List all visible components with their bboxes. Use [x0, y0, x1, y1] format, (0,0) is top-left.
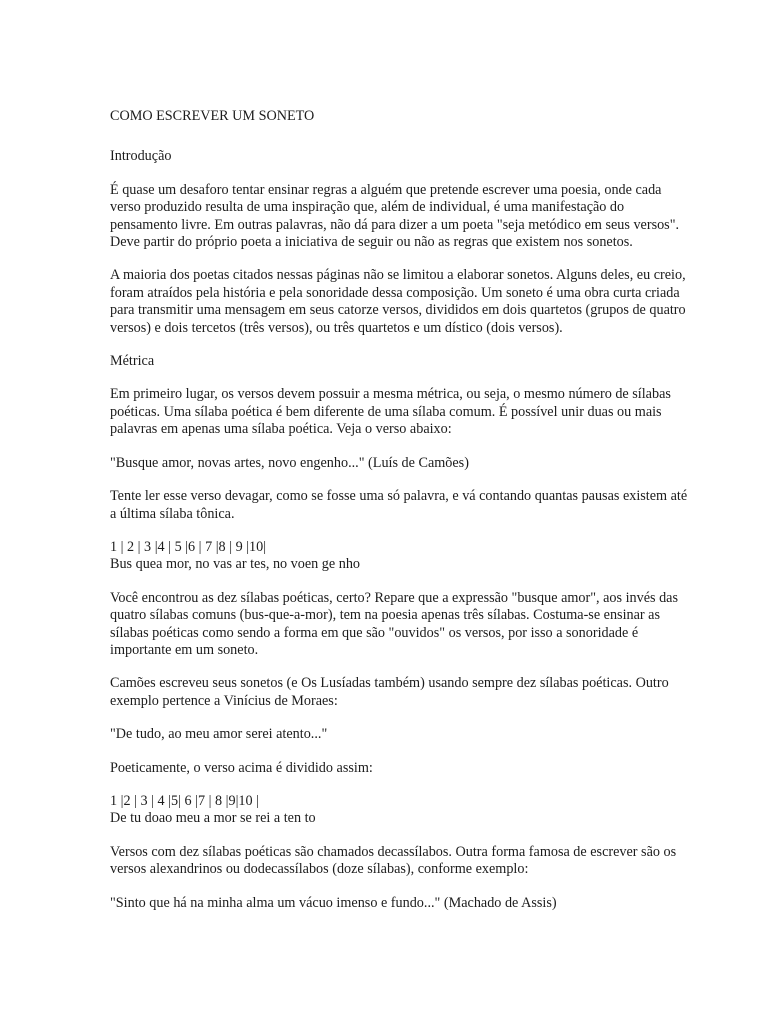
- paragraph: Você encontrou as dez sílabas poéticas, certo? Repare que a expressão "busque amor", aos invés das quatro sílabas comuns (bus-que-a-mor), tem na poesia apenas três sílabas. Costuma-se ensinar as sílabas poéticas como sendo a forma em que são "ouvidos" os versos, por isso a sonoridade é importante em um soneto.: [110, 589, 678, 658]
- syllable-scansion: 1 | 2 | 3 |4 | 5 |6 | 7 |8 | 9 |10| Bus quea mor, no vas ar tes, no voen ge nho: [110, 538, 361, 573]
- document-title: COMO ESCREVER UM SONETO: [110, 108, 315, 124]
- paragraph: Em primeiro lugar, os versos devem possuir a mesma métrica, ou seja, o mesmo número de sílabas poéticas. Uma sílaba poética é bem diferente de uma sílaba comum. É possível unir duas ou mais palavras em apenas uma sílaba poética. Veja o verso abaixo:: [110, 386, 671, 438]
- paragraph: Poeticamente, o verso acima é dividido assim:: [110, 759, 373, 776]
- document-body: [110, 108, 695, 928]
- paragraph: Camões escreveu seus sonetos (e Os Lusíadas também) usando sempre dez sílabas poéticas. Outro exemplo pertence a Vinícius de Moraes:: [110, 675, 669, 709]
- paragraph: É quase um desaforo tentar ensinar regras a alguém que pretende escrever uma poesia, onde cada verso produzido resulta de uma inspiração que, além de individual, é uma manifestação do pensamento livre. Em outras palavras, não dá para dizer a um poeta "seja metódico em seus versos". Deve partir do próprio poeta a iniciativa de seguir ou não as regras que existem nos sonetos.: [110, 181, 680, 251]
- section-heading-metrica: Métrica: [110, 353, 155, 370]
- section-heading-introducao: Introdução: [110, 148, 172, 165]
- paragraph: A maioria dos poetas citados nessas páginas não se limitou a elaborar sonetos. Alguns deles, eu creio, foram atraídos pela história e pela sonoridade dessa composição. Um soneto é uma obra curta criada para transmitir uma mensagem em seus catorze versos, divididos em dois quartetos (grupos de quatro versos) e dois tercetos (três versos), ou três quartetos e um dístico (dois versos).: [110, 267, 686, 336]
- verse-quote: "Busque amor, novas artes, novo engenho..." (Luís de Camões): [110, 454, 469, 471]
- verse-quote: "Sinto que há na minha alma um vácuo imenso e fundo..." (Machado de Assis): [110, 894, 557, 911]
- verse-quote: "De tudo, ao meu amor serei atento...": [110, 726, 328, 743]
- paragraph: Versos com dez sílabas poéticas são chamados decassílabos. Outra forma famosa de escrever são os versos alexandrinos ou dodecassílabos (doze sílabas), conforme exemplo:: [110, 843, 677, 878]
- paragraph: Tente ler esse verso devagar, como se fosse uma só palavra, e vá contando quantas pausas existem até a última sílaba tônica.: [110, 488, 688, 522]
- syllable-scansion: 1 |2 | 3 | 4 |5| 6 |7 | 8 |9|10 | De tu doao meu a mor se rei a ten to: [110, 792, 316, 827]
